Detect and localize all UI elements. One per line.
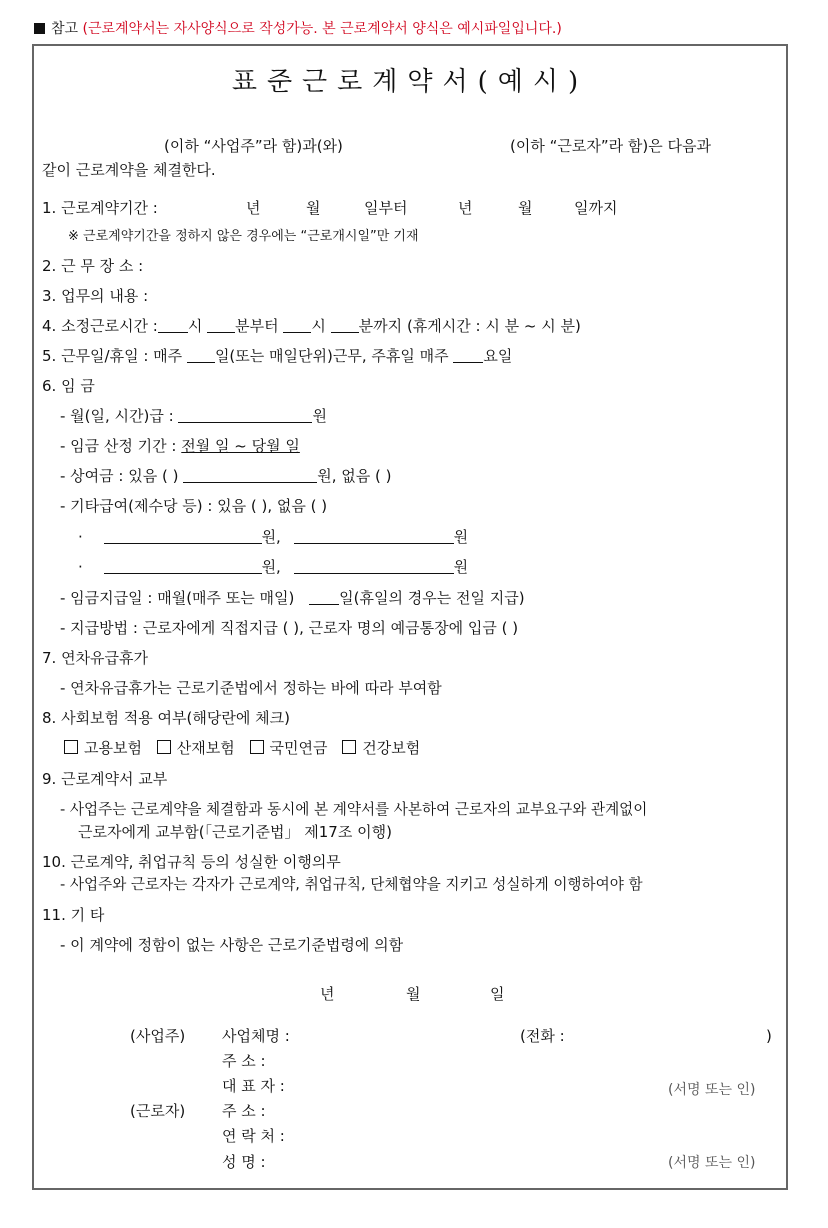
s6-bonus-label: - 상여금 : 있음 ( ): [60, 467, 179, 485]
s5-line: [42, 346, 512, 366]
intro-employer: (이하 “사업주”라 함)과(와): [164, 137, 343, 155]
insurance-label: 국민연금: [269, 739, 328, 757]
reference-note: [34, 18, 562, 38]
employer-seal: (서명 또는 인): [668, 1082, 756, 1098]
s6-bonus-won: 원, 없음 ( ): [317, 467, 392, 485]
note-label: 참고: [51, 21, 79, 37]
worker-name-label: 성 명 :: [222, 1153, 266, 1171]
blank-line: [158, 317, 188, 333]
s1-month2: 월: [518, 199, 533, 217]
blank-line: [104, 528, 262, 544]
blank-line: [207, 317, 235, 333]
note-text: (근로계약서는 자사양식으로 작성가능. 본 근로계약서 양식은 예시파일입니다.): [82, 21, 562, 37]
s4-c: 시: [311, 317, 326, 335]
s11-body: - 이 계약에 정함이 없는 사항은 근로기준법령에 의함: [60, 936, 404, 954]
s2-heading: 2. 근 무 장 소 :: [42, 257, 144, 275]
bullet: ·: [78, 528, 83, 546]
s1-heading: 1. 근로계약기간 :: [42, 199, 158, 217]
s4-d: 분까지: [358, 317, 403, 335]
s1-until: 일까지: [574, 199, 618, 217]
checkbox-national-pension[interactable]: [250, 740, 264, 754]
s6-method: - 지급방법 : 근로자에게 직접지급 ( ), 근로자 명의 예금통장에 입금 ( ): [60, 619, 519, 637]
contact-label: 연 락 처 :: [222, 1127, 285, 1145]
s9-line2: 근로자에게 교부함(「근로기준법」 제17조 이행): [78, 823, 392, 841]
won-unit: 원: [453, 558, 469, 576]
s6-other-row2: [78, 557, 468, 577]
phone-close: ): [766, 1027, 772, 1045]
s1-year2: 년: [458, 199, 473, 217]
square-bullet-icon: [34, 23, 45, 34]
document-title: 표준근로계약서(예시): [231, 67, 589, 97]
blank-line: [331, 317, 359, 333]
s4-rest: (휴게시간 : 시 분 ~ 시 분): [406, 317, 581, 335]
s6-other-row1: [78, 527, 468, 547]
employer-address-label: 주 소 :: [222, 1052, 266, 1070]
s5-a: 일(또는 매일단위)근무, 주휴일 매주: [214, 347, 449, 365]
date-day: 일: [490, 985, 505, 1003]
date-year: 년: [320, 985, 335, 1003]
s5-b: 요일: [483, 347, 513, 365]
representative-label: 대 표 자 :: [222, 1077, 285, 1095]
blank-line: [183, 467, 317, 483]
worker-address-label: 주 소 :: [222, 1102, 266, 1120]
s10-body: - 사업주와 근로자는 각자가 근로계약, 취업규칙, 단체협약을 지키고 성실하게 이행하여야 함: [60, 876, 643, 893]
s6-heading: 6. 임 금: [42, 377, 95, 395]
checkbox-accident-insurance[interactable]: [157, 740, 171, 754]
s11-heading: 11. 기 타: [42, 906, 105, 924]
blank-line: [104, 558, 262, 574]
s6-bonus: [60, 466, 392, 486]
s1-note: ※ 근로계약기간을 정하지 않은 경우에는 “근로개시일”만 기재: [68, 229, 419, 244]
date-month: 월: [406, 985, 421, 1003]
s4-b: 분부터: [235, 317, 279, 335]
s3-heading: 3. 업무의 내용 :: [42, 287, 149, 305]
intro-worker: (이하 “근로자”라 함)은 다음과: [510, 137, 711, 155]
blank-line: [294, 558, 454, 574]
insurance-checkboxes: [60, 738, 420, 758]
s7-body: - 연차유급휴가는 근로기준법에서 정하는 바에 따라 부여함: [60, 679, 442, 697]
won-comma: 원,: [261, 558, 281, 576]
blank-line: [309, 589, 339, 605]
s4-line: [42, 316, 581, 336]
s6-payday-label: - 임금지급일 : 매월(매주 또는 매일): [60, 589, 295, 607]
s9-heading: 9. 근로계약서 교부: [42, 770, 168, 788]
blank-line: [294, 528, 454, 544]
s7-heading: 7. 연차유급휴가: [42, 649, 149, 667]
blank-line: [187, 347, 215, 363]
s6-period-value: 전월 일 ~ 당월 일: [181, 437, 300, 455]
s6-payday: [60, 588, 525, 608]
s6-period-label: - 임금 산정 기간 :: [60, 437, 177, 455]
insurance-label: 건강보험: [362, 739, 421, 757]
checkbox-health-insurance[interactable]: [342, 740, 356, 754]
insurance-label: 산재보험: [176, 739, 235, 757]
s6-monthly: [60, 406, 327, 426]
employer-label: (사업주): [130, 1027, 186, 1045]
blank-line: [178, 407, 312, 423]
checkbox-employment-insurance[interactable]: [64, 740, 78, 754]
won-comma: 원,: [261, 528, 281, 546]
s5-heading: 5. 근무일/휴일 : 매주: [42, 347, 183, 365]
insurance-label: 고용보험: [84, 739, 142, 757]
company-name-label: 사업체명 :: [222, 1027, 290, 1045]
phone-label: (전화 :: [520, 1027, 565, 1045]
contract-document: [32, 44, 788, 1190]
s1-month1: 월: [306, 199, 321, 217]
won-unit: 원: [312, 407, 327, 425]
s6-other: - 기타급여(제수당 등) : 있음 ( ), 없음 ( ): [60, 497, 328, 515]
intro-line2: 같이 근로계약을 체결한다.: [42, 161, 216, 179]
s8-heading: 8. 사회보험 적용 여부(해당란에 체크): [42, 709, 290, 727]
blank-line: [453, 347, 483, 363]
blank-line: [283, 317, 311, 333]
s6-period: [60, 436, 300, 456]
s6-monthly-label: - 월(일, 시간)급 :: [60, 407, 174, 425]
s1-year1: 년: [246, 199, 261, 217]
bullet: ·: [78, 558, 83, 576]
s4-heading: 4. 소정근로시간 :: [42, 317, 158, 335]
won-unit: 원: [453, 528, 469, 546]
s1-from: 일부터: [364, 199, 408, 217]
s4-a: 시: [187, 317, 203, 335]
s6-payday-after: 일(휴일의 경우는 전일 지급): [339, 589, 525, 607]
worker-label: (근로자): [130, 1102, 186, 1120]
s9-line1: - 사업주는 근로계약을 체결함과 동시에 본 계약서를 사본하여 근로자의 교부요구와 관계없이: [60, 801, 648, 818]
worker-seal: (서명 또는 인): [668, 1155, 756, 1171]
s10-heading: 10. 근로계약, 취업규칙 등의 성실한 이행의무: [42, 853, 341, 871]
